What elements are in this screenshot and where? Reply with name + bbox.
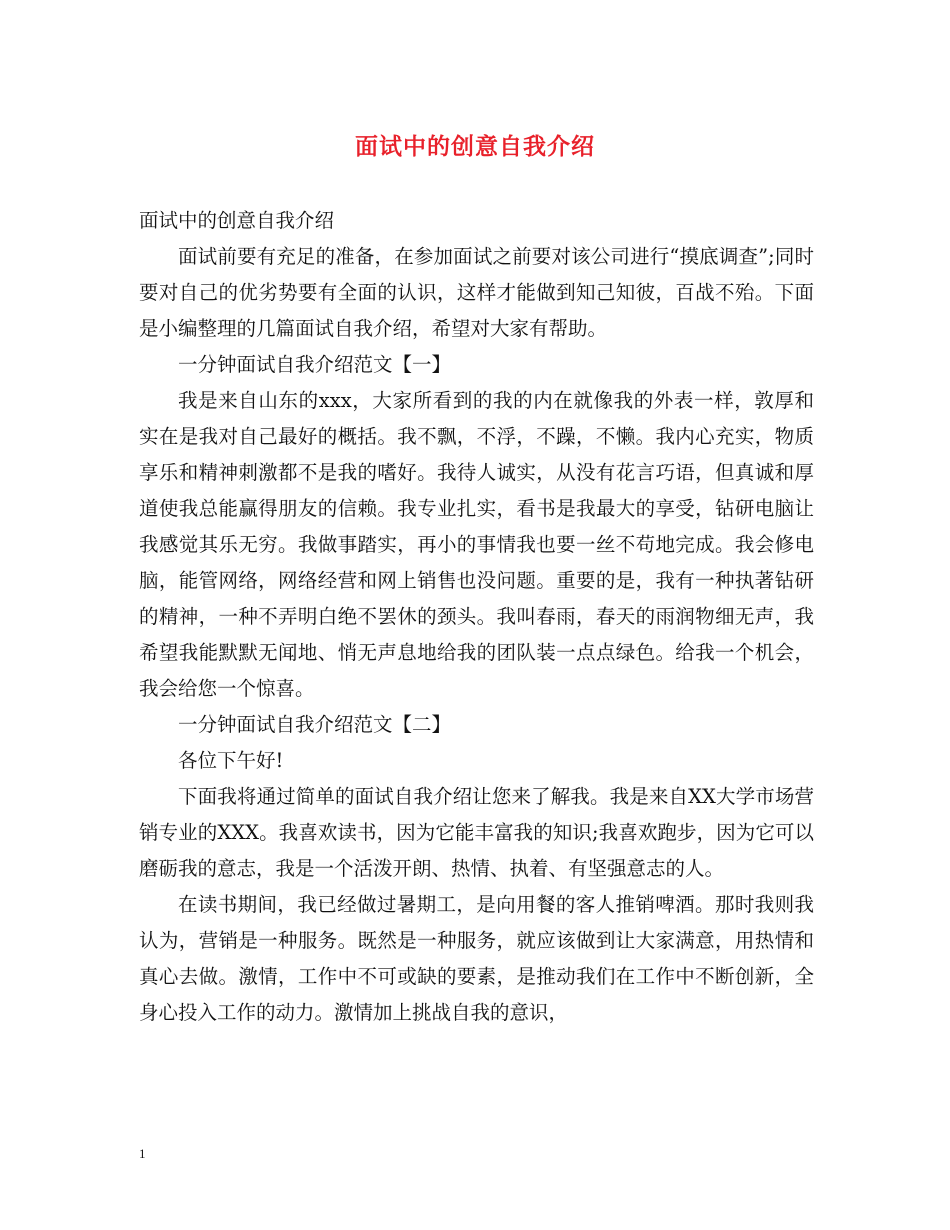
document-title: 面试中的创意自我介绍: [355, 134, 595, 160]
body-heading: 面试中的创意自我介绍: [139, 209, 335, 232]
paragraph-greeting: 各位下午好!: [178, 749, 284, 772]
document-body: [139, 203, 814, 1031]
section-heading-two: 一分钟面试自我介绍范文【二】: [178, 713, 452, 736]
page-number: 1: [139, 1146, 146, 1161]
section-heading-one: 一分钟面试自我介绍范文【一】: [178, 353, 452, 376]
paragraph-intro: 面试前要有充足的准备，在参加面试之前要对该公司进行“摸底调查”;同时要对自己的优劣势要有全面的认识，这样才能做到知己知彼，百战不殆。下面是小编整理的几篇面试自我介绍，希望对大家有帮助。: [139, 245, 814, 340]
paragraph-sample-one: 我是来自山东的xxx，大家所看到的我的内在就像我的外表一样，敦厚和实在是我对自己最好的概括。我不飘，不浮，不躁，不懒。我内心充实，物质享乐和精神刺激都不是我的嗜好。我待人诚实，从没有花言巧语，但真诚和厚道使我总能赢得朋友的信赖。我专业扎实，看书是我最大的享受，钻研电脑让我感觉其乐无穷。我做事踏实，再小的事情我也要一丝不苟地完成。我会修电脑，能管网络，网络经营和网上销售也没问题。重要的是，我有一种执著钻研的精神，一种不弄明白绝不罢休的颈头。我叫春雨，春天的雨润物细无声，我希望我能默默无闻地、悄无声息地给我的团队装一点点绿色。给我一个机会，我会给您一个惊喜。: [139, 389, 814, 700]
paragraph-sample-two: 下面我将通过简单的面试自我介绍让您来了解我。我是来自XX大学市场营销专业的XXX。我喜欢读书，因为它能丰富我的知识;我喜欢跑步，因为它可以磨砺我的意志，我是一个活泼开朗、热情、执着、有坚强意志的人。: [139, 785, 814, 880]
paragraph-sample-two-continued: 在读书期间，我已经做过暑期工，是向用餐的客人推销啤酒。那时我则我认为，营销是一种服务。既然是一种服务，就应该做到让大家满意，用热情和真心去做。激情，工作中不可或缺的要素，是推动我们在工作中不断创新，全身心投入工作的动力。激情加上挑战自我的意识，: [139, 893, 814, 1024]
